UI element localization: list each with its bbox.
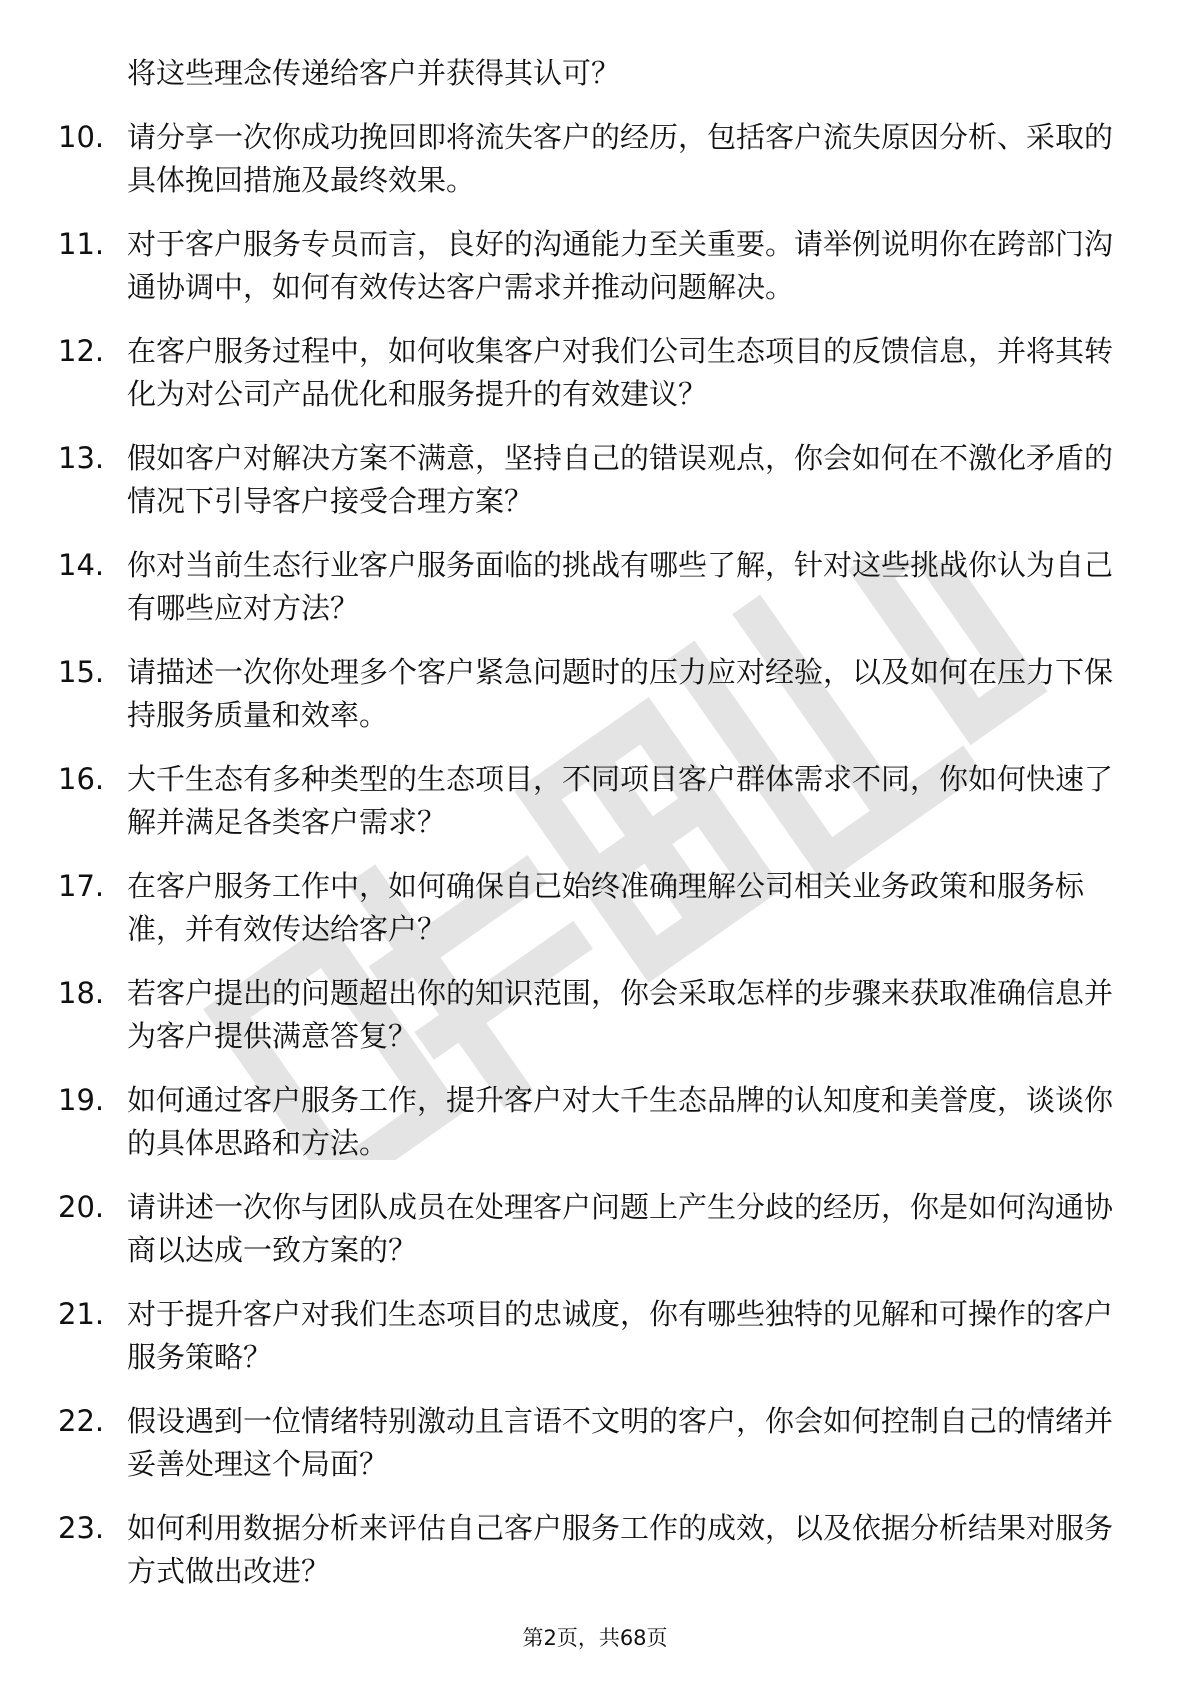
question-text: 对于提升客户对我们生态项目的忠诚度，你有哪些独特的见解和可操作的客户服务策略？	[127, 1297, 1114, 1374]
question-text: 在客户服务过程中，如何收集客户对我们公司生态项目的反馈信息，并将其转化为对公司产品优化和服务提升的有效建议？	[127, 334, 1114, 411]
question-item	[0, 865, 1117, 951]
question-item	[0, 1079, 1117, 1165]
question-item	[0, 758, 1117, 844]
question-item	[0, 330, 1117, 416]
question-number: 14.	[58, 548, 105, 582]
question-item	[0, 544, 1117, 630]
question-item	[0, 1507, 1117, 1593]
question-number: 15.	[58, 655, 105, 689]
question-number: 10.	[58, 120, 105, 154]
question-text: 请分享一次你成功挽回即将流失客户的经历，包括客户流失原因分析、采取的具体挽回措施及最终效果。	[127, 120, 1114, 197]
question-text: 你对当前生态行业客户服务面临的挑战有哪些了解，针对这些挑战你认为自己有哪些应对方法？	[127, 548, 1114, 625]
question-number: 11.	[58, 227, 105, 261]
question-number: 13.	[58, 441, 105, 475]
question-item	[0, 437, 1117, 523]
question-text: 大千生态有多种类型的生态项目，不同项目客户群体需求不同，你如何快速了解并满足各类客户需求？	[127, 762, 1114, 839]
page-footer: 第2页，共68页	[522, 1626, 668, 1650]
question-number: 16.	[58, 762, 105, 796]
question-number: 19.	[58, 1083, 105, 1117]
question-item	[0, 972, 1117, 1058]
question-text: 如何通过客户服务工作，提升客户对大千生态品牌的认知度和美誉度，谈谈你的具体思路和方法。	[127, 1083, 1114, 1160]
question-number: 22.	[58, 1404, 105, 1438]
question-text: 假设遇到一位情绪特别激动且言语不文明的客户，你会如何控制自己的情绪并妥善处理这个局面？	[127, 1404, 1114, 1481]
question-item	[0, 651, 1117, 737]
question-text: 假如客户对解决方案不满意，坚持自己的错误观点，你会如何在不激化矛盾的情况下引导客户接受合理方案？	[127, 441, 1114, 518]
question-number: 21.	[58, 1297, 105, 1331]
question-text: 若客户提出的问题超出你的知识范围，你会采取怎样的步骤来获取准确信息并为客户提供满意答复？	[127, 976, 1114, 1053]
question-text: 对于客户服务专员而言，良好的沟通能力至关重要。请举例说明你在跨部门沟通协调中，如何有效传达客户需求并推动问题解决。	[127, 227, 1114, 304]
question-number: 12.	[58, 334, 105, 368]
question-number: 23.	[58, 1511, 105, 1545]
document-body	[0, 52, 1190, 1593]
question-text: 如何利用数据分析来评估自己客户服务工作的成效，以及依据分析结果对服务方式做出改进？	[127, 1511, 1114, 1588]
question-number: 18.	[58, 976, 105, 1010]
continuation-text: 将这些理念传递给客户并获得其认可？	[127, 56, 621, 90]
question-item	[0, 116, 1117, 202]
question-item	[0, 223, 1117, 309]
question-text: 在客户服务工作中，如何确保自己始终准确理解公司相关业务政策和服务标准，并有效传达给客户？	[127, 869, 1085, 946]
question-item	[0, 1293, 1117, 1379]
question-item	[0, 1400, 1117, 1486]
question-number: 17.	[58, 869, 105, 903]
question-text: 请讲述一次你与团队成员在处理客户问题上产生分歧的经历，你是如何沟通协商以达成一致方案的？	[127, 1190, 1114, 1267]
question-item	[0, 1186, 1117, 1272]
question-list	[0, 116, 1190, 1593]
question-number: 20.	[58, 1190, 105, 1224]
question-text: 请描述一次你处理多个客户紧急问题时的压力应对经验，以及如何在压力下保持服务质量和效率。	[127, 655, 1114, 732]
